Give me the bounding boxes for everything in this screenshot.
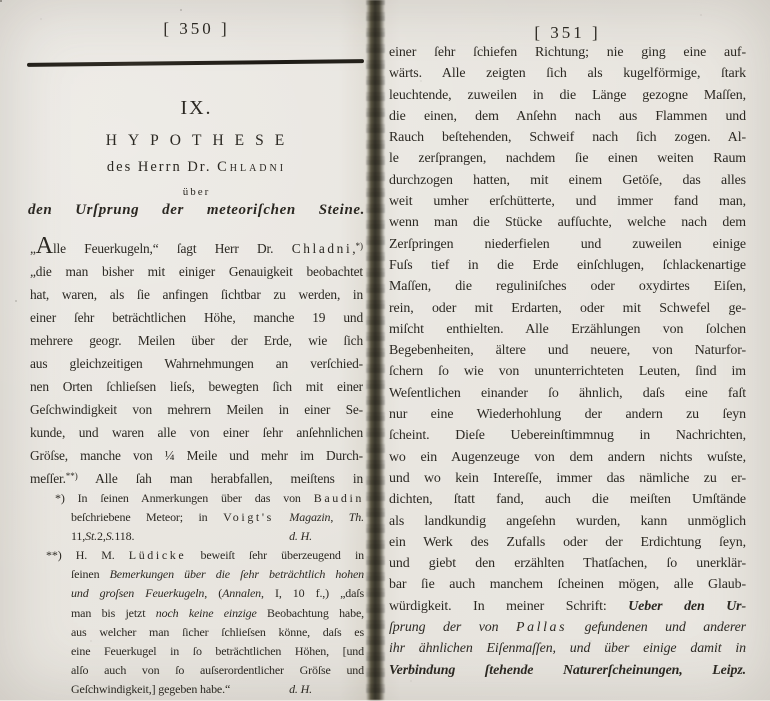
- text-line: Maſſen, die reguliniſches oder oxydirtes Eiſen,: [389, 279, 746, 295]
- text-line: *) In ſeinen Anmerkungen über das von Baudin: [55, 491, 364, 505]
- text-line: beſchriebene Meteor; in Voigt's Magazin, Th.: [71, 510, 364, 525]
- text-line: Verbindung ſtehende Naturerſcheinungen, Leipz.: [389, 662, 746, 678]
- text-line: und groſsen Feuerkugeln, (Annalen, I, 10 f.,) „daſs: [71, 586, 365, 601]
- page-number-left: [ 350 ]: [163, 19, 230, 38]
- text-line: einer ſehr ſchiefen Richtung; nie ging eine auf-: [389, 45, 746, 60]
- text-line: leuchtende, zuweilen in die Länge gezogne Maſſen,: [389, 87, 746, 103]
- author-line: [30, 159, 363, 176]
- right-page-body-text: [389, 45, 746, 684]
- text-line: 11, St. 2, S. 118. d. H.: [71, 529, 312, 544]
- text-line: ſcheint. Dieſe Uebereinſtimmnug in Nachrichten,: [389, 428, 746, 444]
- text-line: rein, oder mit Erdarten, oder mit Schwefel ge-: [389, 300, 746, 316]
- text-line: würdigkeit. In meiner Schrift: Ueber den Ur-: [389, 598, 747, 614]
- text-line: man bis jetzt noch keine einzige Beobachtung habe,: [71, 605, 364, 620]
- scan-noise: [0, 0, 2, 2]
- text-line: „die man bisher mit einiger Genauigkeit beobachtet: [30, 264, 363, 279]
- text-line: mehrere geogr. Meilen über der Erde, wie ſich: [30, 333, 363, 348]
- text-line: als landkundig angeſehn wurden, kann unmöglich: [389, 513, 746, 529]
- text-line: aus gleichzeitigen Wahrnehmungen an verſchied-: [30, 356, 363, 371]
- text-line: durchzogen hatten, mit einem Getöſe, das alles: [389, 172, 746, 188]
- section-title: HYPOTHESE: [105, 132, 296, 149]
- section-numeral: IX.: [180, 97, 213, 119]
- text-line: le zerſprangen, nachdem ſie einen weiten Raum: [389, 151, 746, 167]
- text-line: ihr ähnlichen Eiſenmaſſen, und über einige damit in: [389, 641, 746, 657]
- text-line: eine Feuerkugel in ſo beträchtlichen Höhen, [und: [71, 643, 364, 658]
- section-subtitle: [28, 202, 365, 219]
- text-line: Geſchwindigkeit von mehrern Meilen in einer Se-: [30, 402, 363, 417]
- text-line: und wo kein Intereſſe, immer das nämliche zu er-: [389, 470, 746, 486]
- text-line: nen Orten ſchlieſsen lieſs, bewegten ſich mit einer: [30, 379, 363, 394]
- text-line: dichten, ſtatt fand, auch die meiſten Umſtände: [389, 492, 746, 508]
- page-number-right: [ 351 ]: [534, 23, 601, 42]
- text-line: alſo auch von ſo auſserordentlicher Gröſse und: [71, 662, 364, 677]
- left-page-body-text: [30, 233, 363, 494]
- text-line: ſeinen Bemerkungen über die ſehr beträchtlich hohen: [71, 567, 364, 582]
- text-line: ſchern ſo wie von ununterrichteten Leuten, ſind im: [389, 364, 746, 380]
- text-line: miſcht enthielten. Alle Erzählungen von ſolchen: [389, 321, 746, 337]
- text-line: Weſentlichen einander ſo ähnlich, daſs eine faſt: [389, 385, 746, 401]
- text-line: bar ſie auch manchem ſcheinen mögen, alle Glaub-: [389, 577, 746, 593]
- text-line: und giebt den erzählten Thatſachen, ſo unerklär-: [389, 556, 746, 572]
- connector-word: über: [182, 186, 211, 198]
- text-line: die einen, dem Anſehn nach aus Flammen und: [389, 108, 746, 124]
- text-line: aus welcher man ſicher ſchlieſsen könne, daſs es: [71, 624, 364, 639]
- text-line: wo ein Augenzeuge von dem andern nichts wuſste,: [389, 449, 746, 465]
- text-line: Geſchwindigkeit,] gegeben habe.“ d. H.: [71, 681, 312, 696]
- text-line: kunde, und waren alle von einer ſehr anſehnlichen: [30, 425, 363, 440]
- page-binding-shadow: [366, 0, 385, 700]
- text-line: Gröſse, manche von ¼ Meile und mehr im Durch-: [30, 448, 363, 463]
- left-page-footnotes: [46, 491, 364, 701]
- text-line: wärts. Alle zeigten ſich als kugelförmige, ſtark: [389, 66, 746, 82]
- section-rule: [27, 59, 364, 67]
- text-line: des Herrn Dr. Chladni: [106, 159, 287, 175]
- text-line: Fuſs tief in die Erde einſchlugen, ſchlackenartige: [389, 257, 746, 273]
- text-line: ſprung der von Pallas gefundenen und anderer: [389, 620, 746, 636]
- text-line: einer ſehr beträchtlichen Höhe, manche 19 und: [30, 310, 363, 325]
- text-line: wenn man die Stücke aufſuchte, welche nach dem: [389, 215, 746, 231]
- text-line: Zerſpringen niederfielen und zuweilen einige: [389, 236, 746, 252]
- text-line: Begebenheiten, ältere und neuere, von Naturfor-: [389, 343, 746, 359]
- text-line: „Alle Feuerkugeln,“ ſagt Herr Dr. Chladni,*): [30, 233, 363, 259]
- text-line: Rauch beſtehenden, Schweif nach ſich zogen. Al-: [389, 130, 746, 146]
- text-line: den Urſprung der meteoriſchen Steine.: [28, 202, 365, 218]
- text-line: **) H. M. Lüdicke beweiſt ſehr überzeugend in: [46, 548, 364, 563]
- text-line: ein Werk des Zufalls oder der Erdichtung ſeyn,: [389, 534, 746, 550]
- text-line: nur eine Wiederhohlung der andern zu ſeyn: [389, 407, 746, 423]
- text-line: weit umher erſchütterte, und immer fand man,: [389, 194, 746, 210]
- text-line: hat, waren, als ſie anfingen ſichtbar zu werden, in: [30, 287, 363, 302]
- text-line: meſſer.**) Alle ſah man herabfallen, meiſtens in: [30, 471, 363, 486]
